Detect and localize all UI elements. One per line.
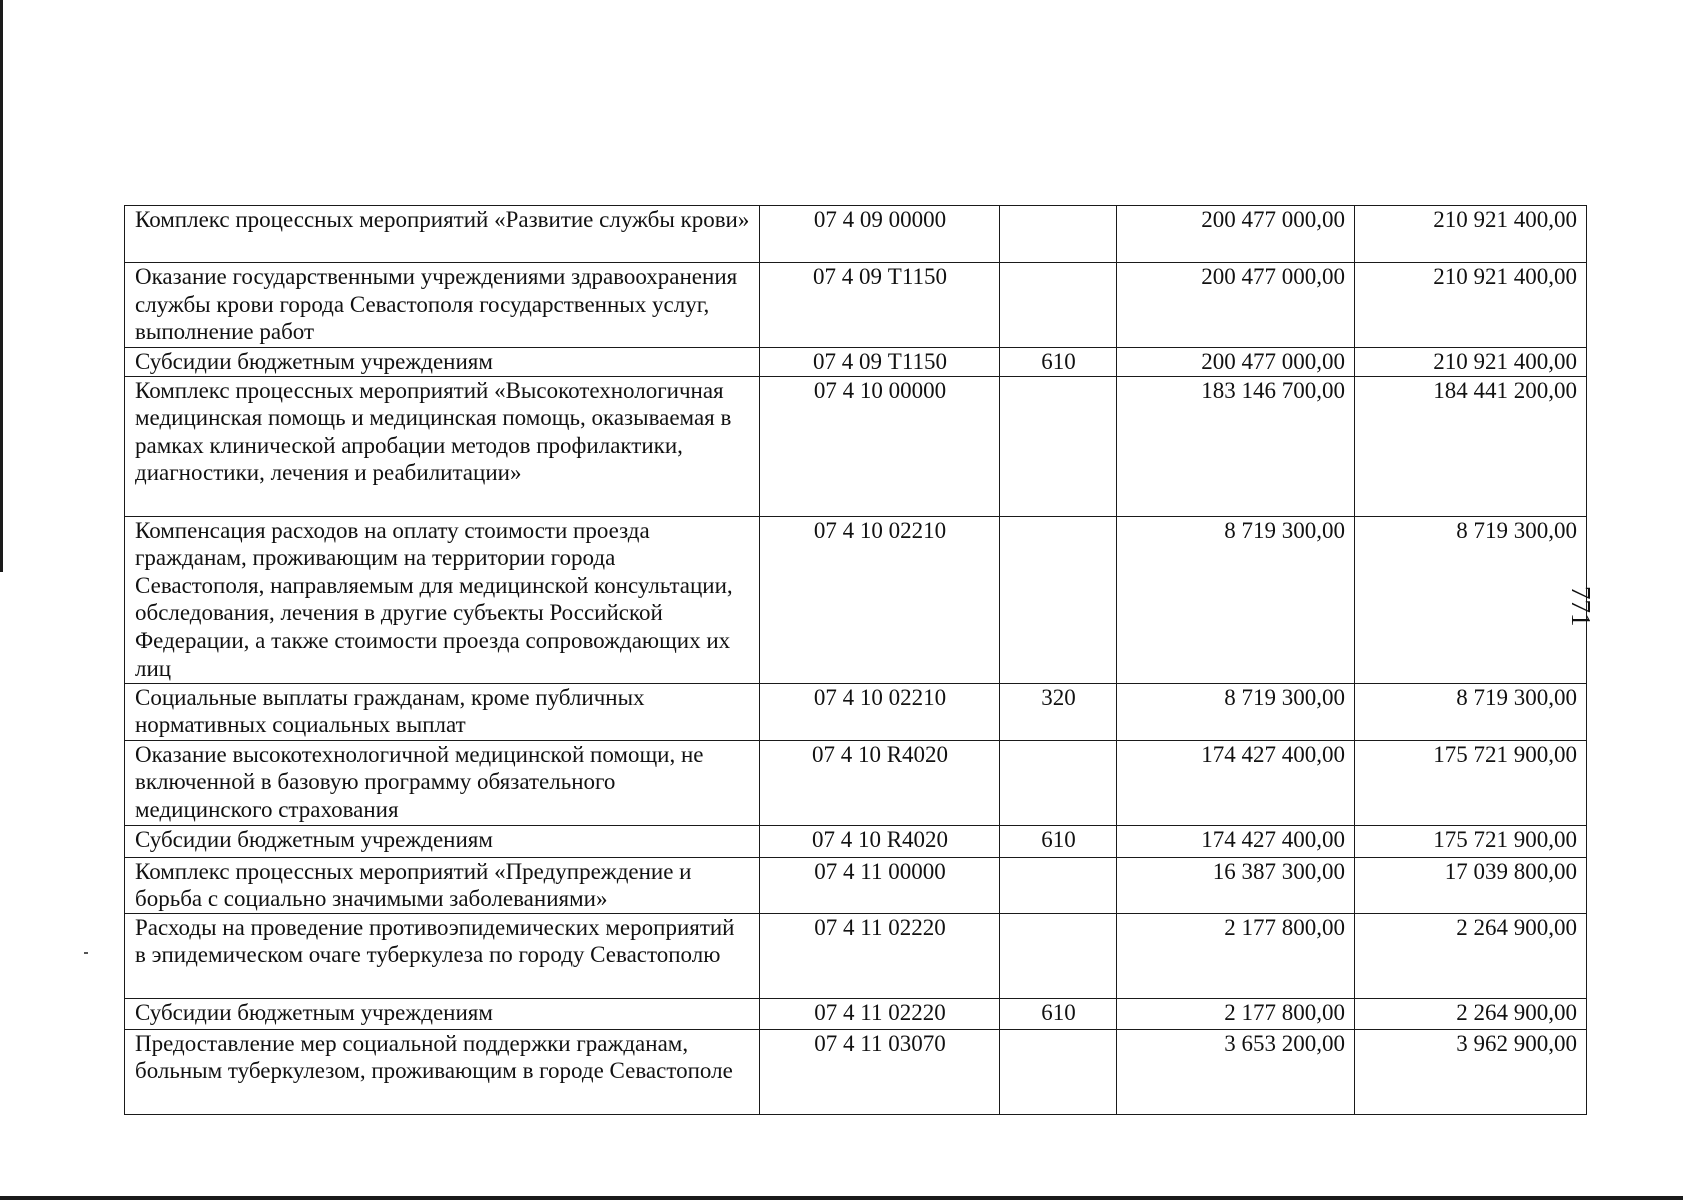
target-code-cell: 07 4 09 Т1150 bbox=[760, 263, 1000, 348]
scan-border-bottom bbox=[0, 1196, 1683, 1200]
amount-year2-cell: 175 721 900,00 bbox=[1355, 825, 1587, 857]
expense-type-cell bbox=[1000, 263, 1117, 348]
page-number: 771 bbox=[1566, 586, 1596, 627]
expense-type-cell bbox=[1000, 857, 1117, 913]
target-code-cell: 07 4 10 R4020 bbox=[760, 740, 1000, 825]
target-code-cell: 07 4 11 00000 bbox=[760, 857, 1000, 913]
target-code-cell: 07 4 11 02220 bbox=[760, 998, 1000, 1029]
expense-type-cell bbox=[1000, 1029, 1117, 1114]
target-code-cell: 07 4 10 02210 bbox=[760, 516, 1000, 683]
amount-year2-cell: 8 719 300,00 bbox=[1355, 683, 1587, 740]
amount-year1-cell: 183 146 700,00 bbox=[1117, 376, 1355, 516]
expense-name-cell: Компенсация расходов на оплату стоимости проезда гражданам, проживающим на территории города Севастополя, направляемым для медицинской консультации, обследования, лечения в другие субъекты Российской Федерации, а также стоимости проезда сопровождающих их лиц bbox=[125, 516, 760, 683]
expense-type-cell bbox=[1000, 913, 1117, 998]
amount-year2-cell: 210 921 400,00 bbox=[1355, 263, 1587, 348]
amount-year1-cell: 200 477 000,00 bbox=[1117, 206, 1355, 263]
table-row bbox=[125, 263, 1587, 348]
expense-name-cell: Субсидии бюджетным учреждениям bbox=[125, 825, 760, 857]
table-row bbox=[125, 998, 1587, 1029]
amount-year1-cell: 8 719 300,00 bbox=[1117, 516, 1355, 683]
amount-year1-cell: 3 653 200,00 bbox=[1117, 1029, 1355, 1114]
expense-type-cell: 610 bbox=[1000, 825, 1117, 857]
budget-table-body bbox=[125, 206, 1587, 1115]
amount-year2-cell: 184 441 200,00 bbox=[1355, 376, 1587, 516]
target-code-cell: 07 4 11 03070 bbox=[760, 1029, 1000, 1114]
amount-year2-cell: 2 264 900,00 bbox=[1355, 913, 1587, 998]
expense-type-cell: 610 bbox=[1000, 348, 1117, 377]
expense-type-cell: 610 bbox=[1000, 998, 1117, 1029]
expense-name-cell: Расходы на проведение противоэпидемических мероприятий в эпидемическом очаге туберкулеза по городу Севастополю bbox=[125, 913, 760, 998]
expense-name-cell: Предоставление мер социальной поддержки гражданам, больным туберкулезом, проживающим в городе Севастополе bbox=[125, 1029, 760, 1114]
target-code-cell: 07 4 09 Т1150 bbox=[760, 348, 1000, 377]
amount-year1-cell: 2 177 800,00 bbox=[1117, 913, 1355, 998]
amount-year2-cell: 8 719 300,00 bbox=[1355, 516, 1587, 683]
expense-name-cell: Субсидии бюджетным учреждениям bbox=[125, 998, 760, 1029]
table-row bbox=[125, 376, 1587, 516]
amount-year1-cell: 200 477 000,00 bbox=[1117, 263, 1355, 348]
table-row bbox=[125, 206, 1587, 263]
expense-name-cell: Оказание государственными учреждениями здравоохранения службы крови города Севастополя государственных услуг, выполнение работ bbox=[125, 263, 760, 348]
amount-year1-cell: 174 427 400,00 bbox=[1117, 740, 1355, 825]
amount-year1-cell: 174 427 400,00 bbox=[1117, 825, 1355, 857]
expense-type-cell bbox=[1000, 376, 1117, 516]
expense-type-cell bbox=[1000, 516, 1117, 683]
target-code-cell: 07 4 11 02220 bbox=[760, 913, 1000, 998]
table-row bbox=[125, 913, 1587, 998]
amount-year1-cell: 16 387 300,00 bbox=[1117, 857, 1355, 913]
expense-type-cell bbox=[1000, 206, 1117, 263]
expense-name-cell: Комплекс процессных мероприятий «Предупреждение и борьба с социально значимыми заболеваниями» bbox=[125, 857, 760, 913]
scan-border-left bbox=[0, 0, 3, 572]
amount-year2-cell: 210 921 400,00 bbox=[1355, 206, 1587, 263]
expense-type-cell: 320 bbox=[1000, 683, 1117, 740]
expense-type-cell bbox=[1000, 740, 1117, 825]
amount-year2-cell: 175 721 900,00 bbox=[1355, 740, 1587, 825]
expense-name-cell: Комплекс процессных мероприятий «Высокотехнологичная медицинская помощь и медицинская помощь, оказываемая в рамках клинической апробации методов профилактики, диагностики, лечения и реабилитации» bbox=[125, 376, 760, 516]
expense-name-cell: Социальные выплаты гражданам, кроме публичных нормативных социальных выплат bbox=[125, 683, 760, 740]
amount-year2-cell: 210 921 400,00 bbox=[1355, 348, 1587, 377]
amount-year2-cell: 2 264 900,00 bbox=[1355, 998, 1587, 1029]
amount-year1-cell: 2 177 800,00 bbox=[1117, 998, 1355, 1029]
expense-name-cell: Оказание высокотехнологичной медицинской помощи, не включенной в базовую программу обязательного медицинского страхования bbox=[125, 740, 760, 825]
expense-name-cell: Субсидии бюджетным учреждениям bbox=[125, 348, 760, 377]
amount-year1-cell: 8 719 300,00 bbox=[1117, 683, 1355, 740]
amount-year1-cell: 200 477 000,00 bbox=[1117, 348, 1355, 377]
target-code-cell: 07 4 10 00000 bbox=[760, 376, 1000, 516]
table-row bbox=[125, 348, 1587, 377]
scan-speck bbox=[84, 952, 88, 954]
target-code-cell: 07 4 10 02210 bbox=[760, 683, 1000, 740]
budget-table bbox=[124, 205, 1587, 1115]
expense-name-cell: Комплекс процессных мероприятий «Развитие службы крови» bbox=[125, 206, 760, 263]
amount-year2-cell: 17 039 800,00 bbox=[1355, 857, 1587, 913]
table-row bbox=[125, 740, 1587, 825]
target-code-cell: 07 4 09 00000 bbox=[760, 206, 1000, 263]
table-row bbox=[125, 516, 1587, 683]
table-row bbox=[125, 1029, 1587, 1114]
table-row bbox=[125, 857, 1587, 913]
table-row bbox=[125, 825, 1587, 857]
amount-year2-cell: 3 962 900,00 bbox=[1355, 1029, 1587, 1114]
target-code-cell: 07 4 10 R4020 bbox=[760, 825, 1000, 857]
table-row bbox=[125, 683, 1587, 740]
